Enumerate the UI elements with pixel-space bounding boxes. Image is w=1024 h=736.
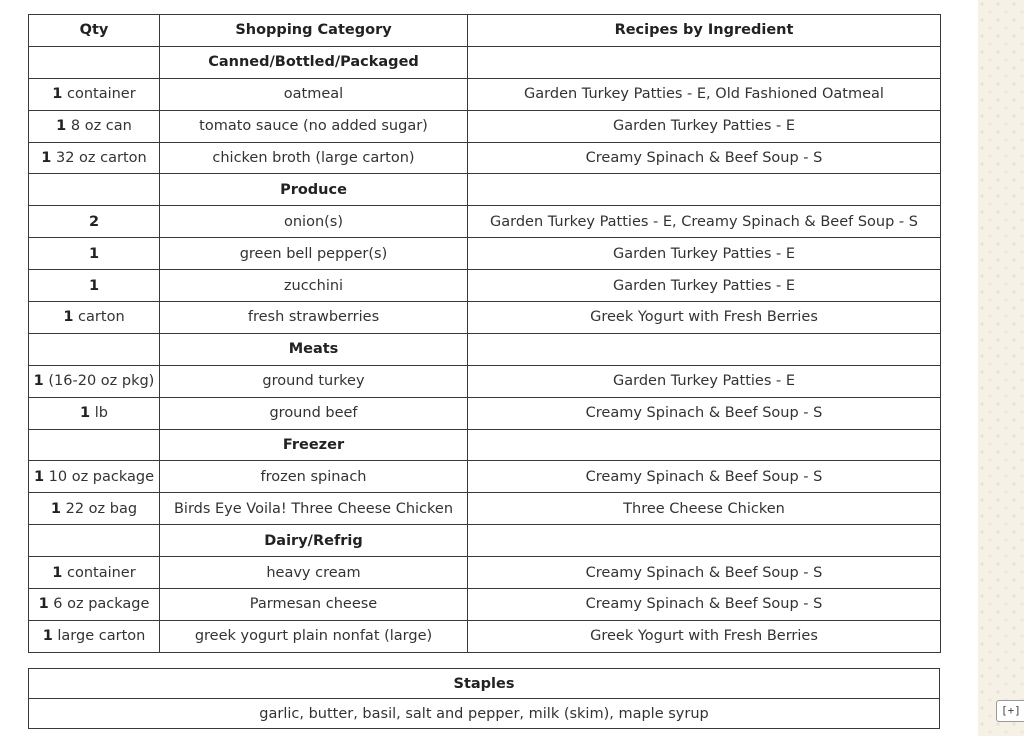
category-recipes-blank bbox=[468, 525, 941, 557]
qty-number: 2 bbox=[88, 213, 100, 230]
qty-unit: 22 oz bag bbox=[61, 500, 138, 517]
table-row bbox=[29, 238, 941, 270]
recipes-cell: Garden Turkey Patties - E, Old Fashioned Oatmeal bbox=[468, 78, 941, 110]
category-qty-blank bbox=[29, 525, 160, 557]
category-row bbox=[29, 333, 941, 365]
category-qty-blank bbox=[29, 46, 160, 78]
qty-cell bbox=[29, 397, 160, 429]
recipes-cell: Garden Turkey Patties - E bbox=[468, 238, 941, 270]
qty-unit: container bbox=[62, 86, 136, 103]
table-row bbox=[29, 142, 941, 174]
qty-unit: 32 oz carton bbox=[51, 150, 147, 166]
qty-number: 1 bbox=[56, 118, 67, 135]
recipes-cell: Garden Turkey Patties - E bbox=[468, 110, 941, 142]
category-recipes-blank bbox=[468, 333, 941, 365]
staples-header-row bbox=[29, 669, 940, 699]
qty-header: Qty bbox=[29, 15, 160, 47]
category-header: Shopping Category bbox=[160, 15, 468, 47]
qty-number: 1 bbox=[88, 245, 100, 262]
recipes-cell: Garden Turkey Patties - E bbox=[468, 365, 941, 397]
qty-cell bbox=[29, 110, 160, 142]
table-row bbox=[29, 110, 941, 142]
staples-title: Staples bbox=[29, 669, 940, 699]
category-recipes-blank bbox=[468, 429, 941, 461]
recipes-cell: Greek Yogurt with Fresh Berries bbox=[468, 302, 941, 334]
qty-number: 1 bbox=[38, 596, 49, 613]
category-row bbox=[29, 174, 941, 206]
qty-unit: lb bbox=[90, 405, 108, 422]
category-qty-blank bbox=[29, 174, 160, 206]
recipes-cell: Three Cheese Chicken bbox=[468, 493, 941, 525]
qty-cell bbox=[29, 557, 160, 589]
table-row bbox=[29, 557, 941, 589]
item-cell: greek yogurt plain nonfat (large) bbox=[160, 620, 468, 652]
recipes-cell: Garden Turkey Patties - E, Creamy Spinach & Beef Soup - S bbox=[468, 206, 941, 238]
item-cell: oatmeal bbox=[160, 78, 468, 110]
category-title: Meats bbox=[160, 333, 468, 365]
table-row bbox=[29, 589, 941, 621]
qty-cell bbox=[29, 302, 160, 334]
category-recipes-blank bbox=[468, 174, 941, 206]
qty-cell bbox=[29, 238, 160, 270]
item-cell: ground beef bbox=[160, 397, 468, 429]
category-title: Freezer bbox=[160, 429, 468, 461]
item-cell: Parmesan cheese bbox=[160, 589, 468, 621]
category-row bbox=[29, 46, 941, 78]
qty-number: 1 bbox=[52, 86, 63, 103]
table-row bbox=[29, 620, 941, 652]
table-row bbox=[29, 397, 941, 429]
qty-cell bbox=[29, 365, 160, 397]
qty-number: 1 bbox=[63, 309, 74, 326]
category-row bbox=[29, 525, 941, 557]
shopping-list-body bbox=[29, 46, 941, 652]
category-qty-blank bbox=[29, 333, 160, 365]
item-cell: frozen spinach bbox=[160, 461, 468, 493]
recipes-cell: Creamy Spinach & Beef Soup - S bbox=[468, 557, 941, 589]
category-qty-blank bbox=[29, 429, 160, 461]
qty-unit: large carton bbox=[52, 628, 146, 645]
recipes-cell: Creamy Spinach & Beef Soup - S bbox=[468, 461, 941, 493]
table-row bbox=[29, 461, 941, 493]
item-cell: onion(s) bbox=[160, 206, 468, 238]
category-title: Dairy/Refrig bbox=[160, 525, 468, 557]
qty-number: 1 bbox=[33, 373, 44, 390]
staples-items-row bbox=[29, 699, 940, 729]
table-row bbox=[29, 365, 941, 397]
qty-cell bbox=[29, 78, 160, 110]
recipes-header: Recipes by Ingredient bbox=[468, 15, 941, 47]
expand-toggle-button[interactable]: [+] bbox=[996, 700, 1024, 722]
table-row bbox=[29, 78, 941, 110]
qty-number: 1 bbox=[88, 277, 100, 294]
qty-unit: carton bbox=[73, 309, 125, 326]
shopping-list-table bbox=[28, 14, 941, 653]
qty-number: 1 bbox=[80, 405, 91, 422]
qty-cell bbox=[29, 461, 160, 493]
staples-items: garlic, butter, basil, salt and pepper, milk (skim), maple syrup bbox=[29, 699, 940, 729]
qty-cell bbox=[29, 493, 160, 525]
qty-cell bbox=[29, 142, 160, 174]
qty-unit: 6 oz package bbox=[48, 596, 150, 613]
qty-unit: 10 oz package bbox=[44, 468, 155, 485]
item-cell: zucchini bbox=[160, 270, 468, 302]
qty-cell bbox=[29, 589, 160, 621]
item-cell: heavy cream bbox=[160, 557, 468, 589]
category-title: Canned/Bottled/Packaged bbox=[160, 46, 468, 78]
qty-unit: (16-20 oz pkg) bbox=[43, 373, 155, 390]
qty-cell bbox=[29, 620, 160, 652]
table-row bbox=[29, 493, 941, 525]
qty-number: 1 bbox=[33, 468, 45, 485]
qty-number: 1 bbox=[41, 150, 52, 166]
table-row bbox=[29, 206, 941, 238]
qty-number: 1 bbox=[52, 564, 63, 581]
table-row bbox=[29, 270, 941, 302]
item-cell: tomato sauce (no added sugar) bbox=[160, 110, 468, 142]
item-cell: Birds Eye Voila! Three Cheese Chicken bbox=[160, 493, 468, 525]
item-cell: fresh strawberries bbox=[160, 302, 468, 334]
recipes-cell: Creamy Spinach & Beef Soup - S bbox=[468, 397, 941, 429]
category-title: Produce bbox=[160, 174, 468, 206]
qty-number: 1 bbox=[42, 628, 53, 645]
qty-unit: container bbox=[62, 564, 136, 581]
side-background-pattern bbox=[978, 0, 1024, 736]
qty-number: 1 bbox=[50, 500, 62, 517]
item-cell: green bell pepper(s) bbox=[160, 238, 468, 270]
item-cell: ground turkey bbox=[160, 365, 468, 397]
recipes-cell: Creamy Spinach & Beef Soup - S bbox=[468, 589, 941, 621]
recipes-cell: Creamy Spinach & Beef Soup - S bbox=[468, 142, 941, 174]
qty-unit: 8 oz can bbox=[66, 118, 132, 135]
item-cell: chicken broth (large carton) bbox=[160, 142, 468, 174]
category-row bbox=[29, 429, 941, 461]
staples-table bbox=[28, 668, 940, 729]
table-header-row bbox=[29, 15, 941, 47]
recipes-cell: Greek Yogurt with Fresh Berries bbox=[468, 620, 941, 652]
qty-cell bbox=[29, 270, 160, 302]
recipes-cell: Garden Turkey Patties - E bbox=[468, 270, 941, 302]
category-recipes-blank bbox=[468, 46, 941, 78]
table-row bbox=[29, 302, 941, 334]
qty-cell bbox=[29, 206, 160, 238]
